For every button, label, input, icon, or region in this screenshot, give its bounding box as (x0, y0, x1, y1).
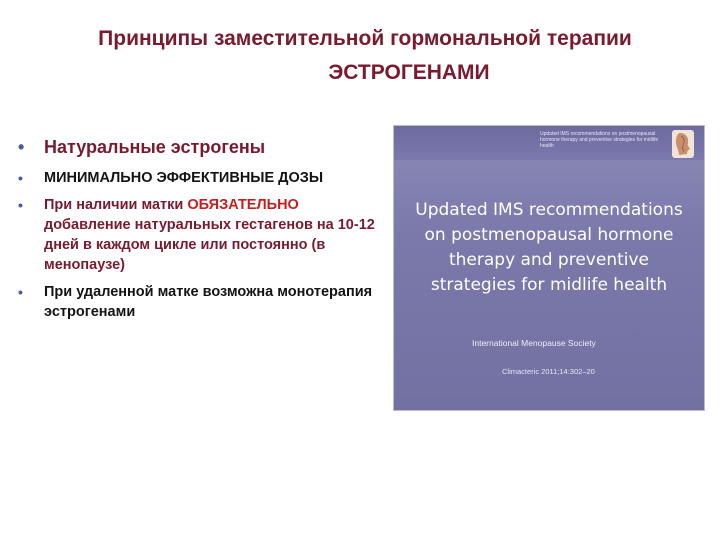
cover-header-text: Updated IMS recommendations on postmenopausal hormone therapy and preventive strategies for midlife health (540, 131, 659, 149)
journal-cover-image (394, 126, 704, 410)
bullet-marker: • (18, 170, 23, 186)
cover-title: Updated IMS recommendations on postmenopausal hormone therapy and preventive strategies for midlife health (415, 200, 683, 295)
cover-society: International Menopause Society (472, 338, 596, 348)
bullet-text-rest: добавление натуральных гестагенов на 10-12 дней в каждом цикле или постоянно (в менопаузе) (44, 217, 375, 273)
bullet-marker: • (18, 197, 23, 213)
bullet-text-prefix: При наличии матки (44, 197, 188, 213)
slide-title (30, 22, 700, 90)
bullet-natural-estrogens (14, 134, 386, 160)
bullet-text: МИНИМАЛЬНО ЭФФЕКТИВНЫЕ ДОЗЫ (44, 170, 324, 186)
bullet-text: При удаленной матке возможна монотерапия эстрогенами (44, 284, 373, 320)
bullet-list (14, 134, 386, 329)
title-line-1: Принципы заместительной гормональной терапии (98, 27, 632, 50)
bullet-without-uterus (14, 282, 386, 322)
cover-citation: Climacteric 2011;14:302–20 (502, 367, 595, 376)
bullet-with-uterus (14, 195, 386, 275)
title-line-2: ЭСТРОГЕНАМИ (328, 61, 490, 84)
bullet-text: Натуральные эстрогены (44, 137, 266, 157)
profile-emblem-icon (672, 130, 694, 158)
bullet-marker: • (18, 284, 23, 300)
bullet-marker: • (18, 137, 25, 157)
bullet-emphasis: ОБЯЗАТЕЛЬНО (187, 197, 299, 213)
bullet-min-dose (14, 168, 386, 188)
